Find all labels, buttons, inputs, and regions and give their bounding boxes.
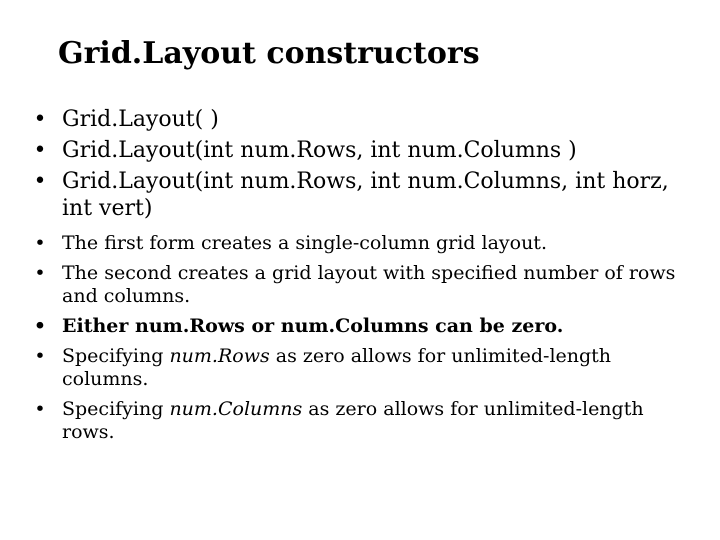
bullet-icon: • (34, 398, 46, 420)
bullet-icon: • (34, 232, 46, 254)
constructor-text: Grid.Layout( ) (62, 107, 219, 132)
note-text: The second creates a grid layout with specified number of rows and columns. (62, 262, 676, 307)
bullet-constructor-rows-columns-gaps (28, 168, 700, 222)
bullet-constructor-no-args (28, 106, 700, 133)
bullet-constructor-rows-columns (28, 137, 700, 164)
bullet-icon: • (33, 169, 47, 194)
bullet-columns-zero (28, 398, 700, 444)
bullet-first-form (28, 232, 700, 255)
note-text: The first form creates a single-column grid layout. (62, 232, 547, 254)
slide-title: Grid.Layout constructors (58, 36, 480, 71)
bullet-either-zero (28, 315, 700, 338)
note-text: Either num.Rows or num.Columns can be zero. (62, 315, 564, 337)
bullet-icon: • (33, 138, 47, 163)
note-prefix: Specifying (62, 398, 170, 420)
note-suffix: as zero allows for unlimited-length columns. (62, 345, 612, 390)
bullet-list (28, 106, 700, 444)
bullet-icon: • (34, 262, 46, 284)
bullet-icon: • (34, 345, 46, 367)
note-term: num.Rows (169, 345, 270, 367)
bullet-icon: • (33, 107, 47, 132)
bullet-second-form (28, 262, 700, 308)
constructor-text: Grid.Layout(int num.Rows, int num.Columns ) (62, 138, 577, 163)
note-term: num.Columns (169, 398, 303, 420)
note-prefix: Specifying (62, 345, 170, 367)
note-suffix: as zero allows for unlimited-length rows. (62, 398, 644, 443)
bullet-rows-zero (28, 345, 700, 391)
constructor-text: Grid.Layout(int num.Rows, int num.Columns, int horz, int vert) (62, 169, 669, 221)
bullet-icon: • (33, 315, 47, 337)
